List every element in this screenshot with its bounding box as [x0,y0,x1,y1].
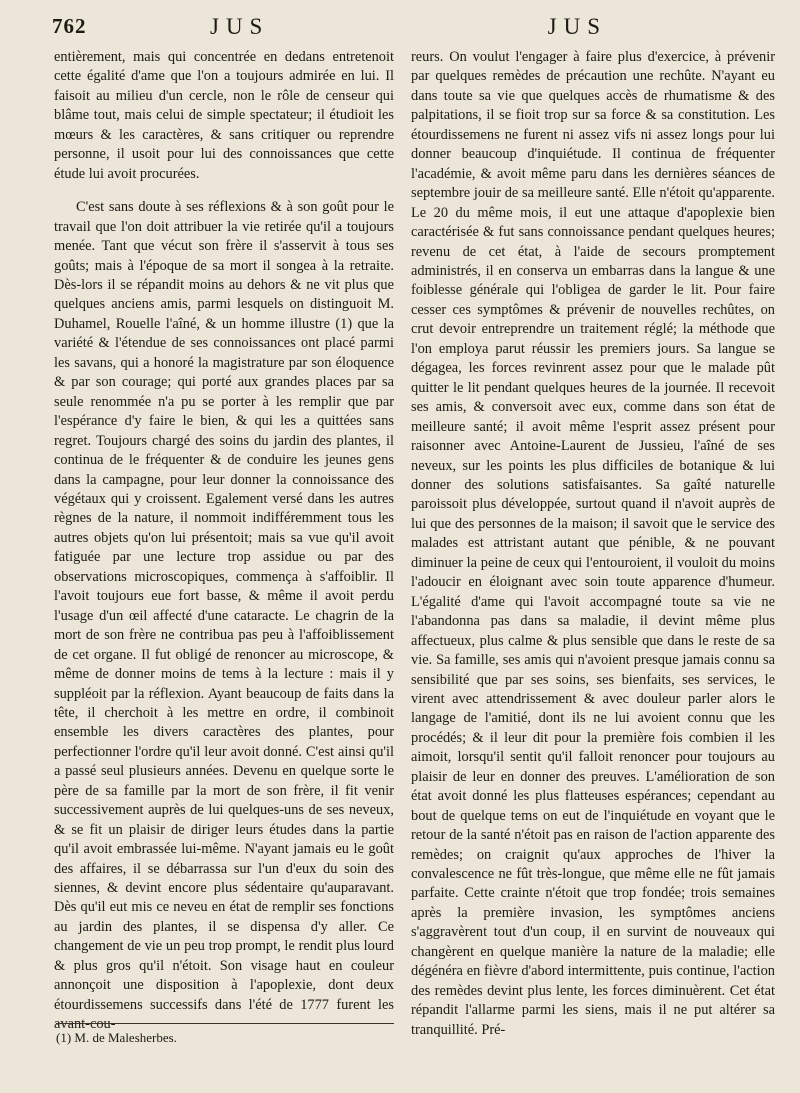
page-header [52,14,762,42]
paragraph: C'est sans doute à ses réflexions & à son goût pour le travail que l'on doit attribuer la vie retirée qu'il a toujours menée. Tant que vécut son frère il s'asservit à tous ses goûts; mais à l'époque de sa mort il songea à la retraite. Dès-lors il se répandit moins au dehors & ne vit plus que quelques anciens amis, parmi lesquels on distinguoit M. Duhamel, Rouelle l'aîné, & un homme illustre (1) que la variété & l'étendue de ses connoissances ont placé parmi les savans, qui a honoré la magistrature par son éloquence & par son courage; qui porté aux grandes places par sa seule renommée n'a pu se porter à les remplir que par l'espérance d'y faire le bien, & qui les a quittées sans regret. Toujours chargé des soins du jardin des plantes, il continua de le fréquenter & de conduire les jeunes gens dans la campagne, pour leur donner la connoissance des végétaux qui y croissent. Egalement versé dans les autres règnes de la nature, il nommoit indifféremment tous les autres objets qu'on lui présentoit; mais sa vue qu'il avoit fatiguée par une lecture trop assidue ou par des observations microscopiques, commença à s'affoiblir. Il l'avoit toujours eue fort basse, & même il avoit perdu l'usage d'un œil affecté d'une cataracte. Le chagrin de la mort de son frère ne contribua pas peu à l'affoiblissement de cet organe. Il fut obligé de renoncer au microscope, & même de donner moins de tems à la lecture : mais il y suppléoit par la réflexion. Ayant beaucoup de faits dans la tête, il cherchoit à les mettre en ordre, il combinoit ensemble les divers caractères des plantes, pour perfectionner l'ordre qu'il leur avoit donné. C'est ainsi qu'il a passé seul plusieurs années. Devenu en quelque sorte le père de sa famille par la mort de son frère, il fit venir successivement auprès de lui quelques-uns de ses neveux, & se fit un plaisir de diriger leurs études dans la partie qu'il avoit embrassée lui-même. N'ayant jamais eu le goût des affaires, il se débarrassa sur l'un d'eux du soin des siennes, & devint encore plus sédentaire qu'auparavant. Dès qu'il eut mis ce neveu en état de remplir ses fonctions au jardin des plantes, il se dispensa d'y aller. Ce changement de vie un peu trop prompt, le rendit plus lourd & plus gros qu'il n'étoit. Son visage haut en couleur annonçoit une disposition à l'apoplexie, dont deux étourdissemens successifs dans l'été de 1777 furent les avant-cou- [54,199,394,1033]
paragraph: entièrement, mais qui concentrée en dedans entretenoit cette égalité d'ame que l'on a toujours admirée en lui. Il faisoit au milieu d'un cercle, non le rôle de censeur qui blâme tout, mais celui de simple spectateur; il étudioit les mœurs & les caractères, & sans critiquer ou reprendre personne, il usoit pour lui des connoissances que cette étude lui avoit procurées. [54,49,394,182]
left-column [54,48,394,1033]
paragraph: reurs. On voulut l'engager à faire plus d'exercice, à prévenir par quelques remèdes de précaution une rechûte. N'ayant eu dans toute sa vie que quelques accès de rhumatisme & des palpitations, il se fioit trop sur sa force & sa constitution. Les étourdissemens ne furent ni assez vifs ni assez longs pour lui donner beaucoup d'inquiétude. Il continua de fréquenter l'académie, & avoit même paru dans les dernières séances de septembre jouir de sa meilleure santé. Elle n'étoit qu'apparente. Le 20 du même mois, il eut une attaque d'apoplexie bien caractérisée & fut sans connoissance pendant quelques heures; revenu de cet état, à l'aide de secours promptement administrés, il en conserva un embarras dans la langue & une foiblesse générale qui l'obligea de garder le lit. Pour faire cesser ces symptômes & prévenir de nouvelles rechûtes, on crut devoir entreprendre un traitement réglé; la méthode que l'on employa parut réussir les premiers jours. Sa langue se dégagea, les forces revinrent assez pour que le malade pût quitter le lit pendant quelques heures de la journée. Il recevoit ses amis, & conversoit avec eux, comme dans son état de meilleure santé; il avoit même l'esprit assez présent pour raisonner avec Antoine-Laurent de Jussieu, l'aîné de ses neveux, sur les points les plus difficiles de botanique & lui donner des solutions satisfaisantes. Sa gaîté naturelle paroissoit plus développée, surtout quand il n'avoit auprès de lui que des personnes de la maison; il savoit que le service des malades est attristant autant que pénible, & ne pouvant diminuer la peine de ceux qui l'entouroient, il vouloit du moins l'adoucir en éloignant avec soin toute apparence d'humeur. L'égalité d'ame qui l'avoit accompagné toute sa vie ne l'abandonna pas dans sa maladie, il devint même plus affectueux, plus calme & plus sensible que dans le reste de sa vie. Sa famille, ses amis qui n'avoient presque jamais connu sa sensibilité que par ses soins, ses bienfaits, ses services, le virent avec attendrissement & avec douleur parler alors le langage de l'amitié, dont ils ne lui avoient connu que les procédés; & il leur dit pour la première fois combien il les aimoit, lorsqu'il sentit qu'il falloit renoncer pour toujours au plaisir de leur en donner des preuves. L'amélioration de son état avoit donné les plus flatteuses espérances; cependant au bout de quelque tems on eut de l'inquiétude en voyant que le retour de la santé n'étoit pas en raison de l'action apparente des remèdes; on craignit qu'aux approches de l'hiver la convalescence ne fût très-longue, que même elle ne fût jamais parfaite. Cette crainte n'étoit que trop fondée; trois semaines après la première invasion, les symptômes anciens s'aggravèrent tout d'un coup, il en survint de nouveaux qui changèrent en quelque manière la nature de la maladie; elle dégénéra en fièvre d'abord intermittente, puis continue, l'action des remèdes devint plus lente, les forces diminuèrent. Cet état répandit l'allarme parmi les siens, mais il ne put altérer sa tranquillité. Pré- [411,49,775,1038]
running-head-right: JUS [547,14,607,39]
footnote-rule [56,1023,394,1024]
page-number: 762 [52,14,87,38]
footnote: (1) M. de Malesherbes. [56,1030,177,1045]
running-head-left: JUS [210,14,270,39]
right-column [411,48,775,1038]
